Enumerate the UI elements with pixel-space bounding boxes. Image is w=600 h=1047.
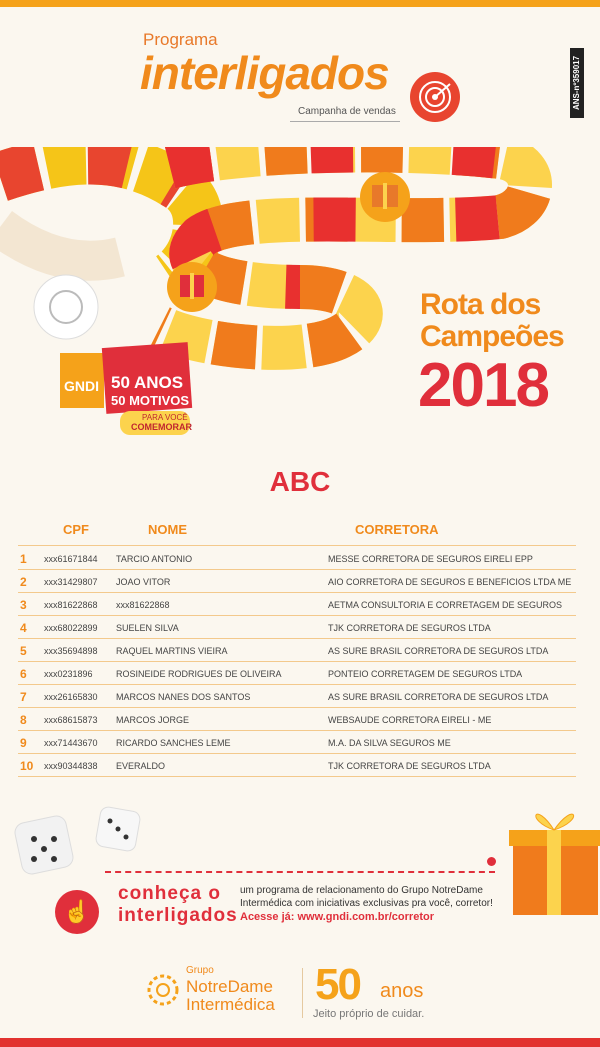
badge-para-voce: PARA VOCÊ <box>142 413 188 422</box>
cell-nome: JOAO VITOR <box>116 577 171 587</box>
column-header-cpf: CPF <box>63 522 89 537</box>
notredame-logo-icon <box>145 972 181 1008</box>
bottom-bar <box>0 1038 600 1047</box>
cell-nome: xxx81622868 <box>116 600 170 610</box>
cell-nome: MARCOS JORGE <box>116 715 190 725</box>
program-label: Programa <box>143 30 218 49</box>
table-row <box>18 638 576 662</box>
row-number: 9 <box>20 736 27 750</box>
cell-corretora: AETMA CONSULTORIA E CORRETAGEM DE SEGUROS <box>328 600 563 610</box>
footer-tagline: Jeito próprio de cuidar. <box>313 1008 425 1020</box>
promo-link[interactable]: Acesse já: www.gndi.com.br/corretor <box>240 911 434 923</box>
promo-description-line2: Intermédica com iniciativas exclusivas pra você, corretor! <box>240 898 493 909</box>
badge-50-motivos: 50 MOTIVOS <box>111 393 190 408</box>
ans-registration: ANS-nº359017 <box>570 48 584 118</box>
column-header-nome: NOME <box>148 522 187 537</box>
connector-dot <box>487 857 496 866</box>
footer-50: 50 <box>315 960 360 1009</box>
target-icon <box>410 72 460 122</box>
column-header-corretora: CORRETORA <box>355 522 439 537</box>
cell-corretora: AS SURE BRASIL CORRETORA DE SEGUROS LTDA <box>328 692 549 702</box>
cell-cpf: xxx61671844 <box>44 554 98 564</box>
cell-cpf: xxx0231896 <box>44 669 93 679</box>
subtitle-underline <box>290 121 400 122</box>
footer-intermedica: Intermédica <box>186 995 275 1014</box>
table-row <box>18 707 576 731</box>
campaign-title-line1: Rota dos <box>420 288 541 321</box>
badge-comemorar: COMEMORAR <box>131 422 192 432</box>
top-bar <box>0 0 600 7</box>
table-row <box>18 615 576 639</box>
cell-nome: TARCIO ANTONIO <box>116 554 193 564</box>
row-number: 1 <box>20 552 27 566</box>
promo-heading-line2: interligados <box>118 905 238 926</box>
table-row <box>18 753 576 777</box>
cell-corretora: TJK CORRETORA DE SEGUROS LTDA <box>328 623 491 633</box>
region-title: ABC <box>269 466 331 497</box>
cell-cpf: xxx31429807 <box>44 577 98 587</box>
row-number: 6 <box>20 667 27 681</box>
row-number: 8 <box>20 713 27 727</box>
cell-nome: ROSINEIDE RODRIGUES DE OLIVEIRA <box>116 669 282 679</box>
table-row <box>18 569 576 593</box>
cell-nome: RICARDO SANCHES LEME <box>116 738 231 748</box>
footer-divider <box>302 968 303 1018</box>
promo-description-line1: um programa de relacionamento do Grupo NotreDame <box>240 885 483 896</box>
cell-corretora: AIO CORRETORA DE SEGUROS E BENEFICIOS LTDA ME <box>328 577 572 587</box>
cell-nome: SUELEN SILVA <box>116 623 179 633</box>
footer-anos: anos <box>380 980 424 1002</box>
cell-nome: MARCOS NANES DOS SANTOS <box>116 692 251 702</box>
gift-box-illustration <box>505 800 600 920</box>
badge-gndi: GNDI <box>64 378 99 394</box>
row-number: 10 <box>20 759 34 773</box>
hand-tap-icon: ☝ <box>55 890 99 934</box>
table-row <box>18 546 576 570</box>
cell-cpf: xxx35694898 <box>44 646 98 656</box>
cell-corretora: TJK CORRETORA DE SEGUROS LTDA <box>328 761 491 771</box>
table-row <box>18 730 576 754</box>
row-number: 5 <box>20 644 27 658</box>
footer-grupo: Grupo <box>186 965 214 976</box>
cell-corretora: PONTEIO CORRETAGEM DE SEGUROS LTDA <box>328 669 523 679</box>
cell-cpf: xxx81622868 <box>44 600 98 610</box>
cell-cpf: xxx90344838 <box>44 761 98 771</box>
cell-corretora: WEBSAUDE CORRETORA EIRELI - ME <box>328 715 492 725</box>
row-number: 2 <box>20 575 27 589</box>
cell-nome: RAQUEL MARTINS VIEIRA <box>116 646 228 656</box>
campaign-subtitle: Campanha de vendas <box>298 106 396 117</box>
campaign-year: 2018 <box>418 351 548 420</box>
dice-illustration <box>10 805 150 885</box>
table-row <box>18 661 576 685</box>
cell-cpf: xxx68615873 <box>44 715 98 725</box>
row-number: 3 <box>20 598 27 612</box>
promo-heading-line1: conheça o <box>118 883 221 904</box>
cell-corretora: M.A. DA SILVA SEGUROS ME <box>328 738 451 748</box>
dashed-connector <box>105 871 495 873</box>
badge-50-anos: 50 ANOS <box>111 373 184 392</box>
brand-logo-text: interligados <box>140 47 389 99</box>
cell-nome: EVERALDO <box>116 761 166 771</box>
cell-corretora: AS SURE BRASIL CORRETORA DE SEGUROS LTDA <box>328 646 549 656</box>
cell-cpf: xxx68022899 <box>44 623 98 633</box>
row-number: 4 <box>20 621 27 635</box>
cell-corretora: MESSE CORRETORA DE SEGUROS EIRELI EPP <box>328 554 533 564</box>
campaign-title-line2: Campeões <box>420 320 564 353</box>
cell-cpf: xxx71443670 <box>44 738 98 748</box>
footer-notredame: NotreDame <box>186 977 273 996</box>
row-number: 7 <box>20 690 27 704</box>
table-row <box>18 684 576 708</box>
table-row <box>18 592 576 616</box>
cell-cpf: xxx26165830 <box>44 692 98 702</box>
